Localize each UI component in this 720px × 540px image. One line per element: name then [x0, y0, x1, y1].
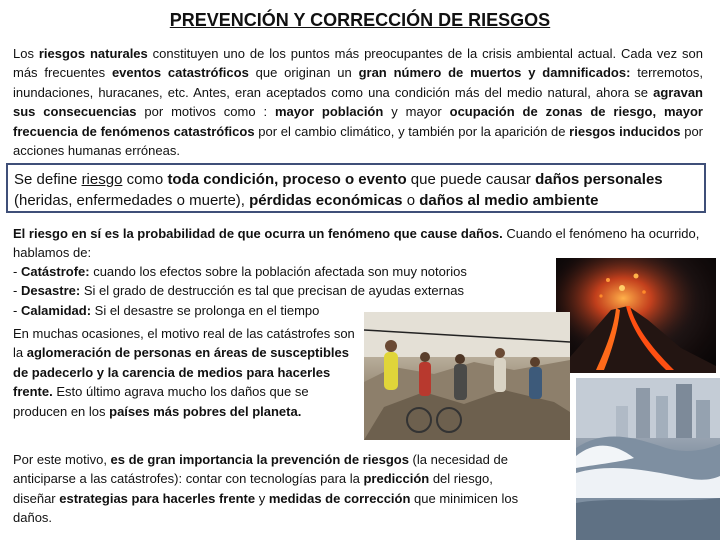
risk-probability-paragraph: El riesgo en sí es la probabilidad de que ocurra un fenómeno que cause daños. Cuando el fenómeno ha ocurrido, hablamos de: — [13, 226, 700, 261]
type-item-catastrofe: - Catástrofe: cuando los efectos sobre la población afectada son muy notorios — [13, 264, 467, 279]
rubble-icon — [364, 312, 570, 440]
prevention-paragraph: Por este motivo, es de gran importancia la prevención de riesgos (la necesidad de anticiparse a las catástrofes): contar con tecnologías para la predicción del riesgo, diseñar estrategias para hacerles frente y medidas de corrección que minimicen los daños. — [13, 452, 519, 526]
earthquake-rubble-image — [364, 312, 570, 440]
intro-paragraph: Los riesgos naturales constituyen uno de los puntos más preocupantes de la crisis ambiental actual. Cada vez son más frecuentes eventos catastróficos que originan un gran número de muertos y damnificados: terremotos, inundaciones, huracanes, etc. Antes, eran aceptados como una condición más del medio natural, ahora se agravan sus consecuencias por motivos como : mayor población y mayor ocupación de zonas de riesgo, mayor frecuencia de fenómenos catastróficos por el cambio climático, y también por la aparición de riesgos inducidos por acciones humanas erróneas. — [13, 46, 704, 159]
wave-icon — [576, 378, 720, 540]
page-title: PREVENCIÓN Y CORRECCIÓN DE RIESGOS — [169, 10, 551, 30]
definition-box: Se define riesgo como toda condición, proceso o evento que puede causar daños personales (heridas, enfermedades o muerte), pérdidas económicas o daños al medio ambiente — [6, 163, 706, 213]
volcano-icon — [556, 258, 716, 373]
causes-paragraph: En muchas ocasiones, el motivo real de las catástrofes son la aglomeración de personas en áreas de susceptibles de padecerlo y la carencia de medios para hacerles frente. Esto último agrava mucho los daños que se producen en los países más pobres del planeta. — [13, 326, 355, 419]
tsunami-image — [576, 378, 720, 540]
type-item-desastre: - Desastre: Si el grado de destrucción es tal que precisan de ayudas externas — [13, 283, 464, 299]
volcano-image — [556, 258, 716, 373]
type-item-calamidad: - Calamidad: Si el desastre se prolonga en el tiempo — [13, 302, 320, 318]
